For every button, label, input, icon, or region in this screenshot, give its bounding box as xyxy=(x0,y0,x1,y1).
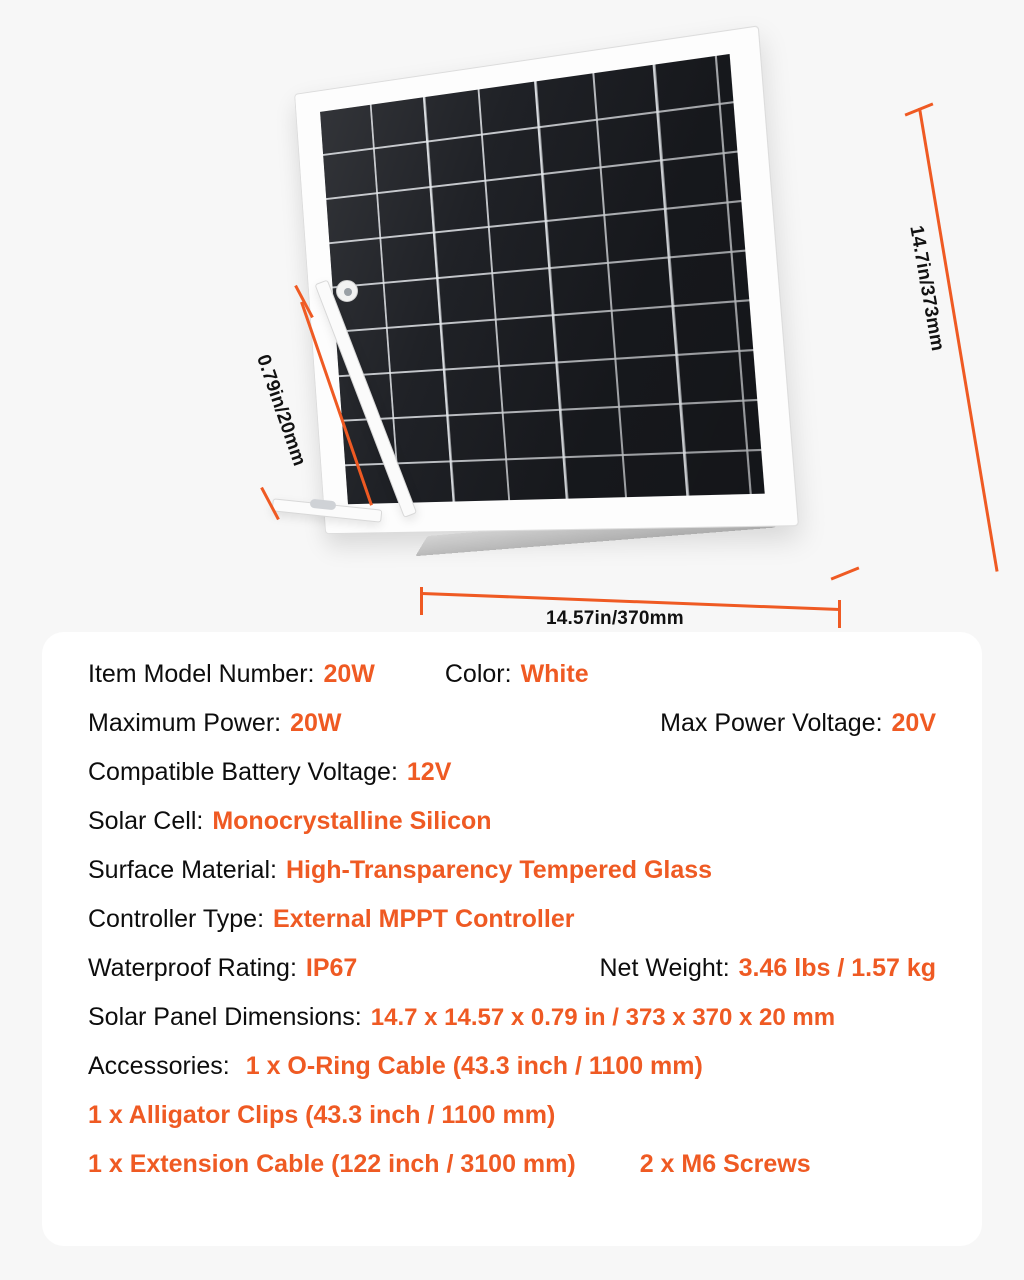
spec-item-solar-cell xyxy=(88,807,492,836)
accessory-item: 1 x Alligator Clips (43.3 inch / 1100 mm) xyxy=(88,1101,556,1129)
specifications-card xyxy=(42,632,982,1246)
spec-label: Max Power Voltage: xyxy=(660,709,883,737)
spec-value: 20W xyxy=(323,660,375,688)
accessories-first-line xyxy=(88,1052,703,1081)
panel-frame xyxy=(294,25,799,534)
dimension-label-thickness: 0.79in/20mm xyxy=(252,352,310,469)
spec-item-surface-material xyxy=(88,856,712,885)
specifications-list xyxy=(42,632,982,1179)
spec-label: Color: xyxy=(444,660,512,688)
spec-item-color xyxy=(445,660,589,689)
spec-item-maximum-power xyxy=(88,709,342,738)
dimension-tick xyxy=(420,587,423,615)
product-illustration xyxy=(0,0,1024,630)
spec-row xyxy=(88,856,936,885)
spec-item-controller-type xyxy=(88,905,574,934)
spec-item-battery-voltage xyxy=(88,758,451,787)
dimension-tick xyxy=(831,566,860,580)
spec-value: IP67 xyxy=(305,954,358,982)
dimension-label-height: 14.7in/373mm xyxy=(905,224,949,353)
accessories-line xyxy=(88,1101,936,1130)
spec-value: High-Transparency Tempered Glass xyxy=(285,856,713,884)
spec-label: Compatible Battery Voltage: xyxy=(88,758,398,786)
spec-value: 12V xyxy=(406,758,452,786)
accessory-item: 2 x M6 Screws xyxy=(639,1150,811,1178)
spec-label: Net Weight: xyxy=(599,954,730,982)
spec-row xyxy=(88,1003,936,1032)
spec-label: Solar Cell: xyxy=(88,807,204,835)
spec-value: External MPPT Controller xyxy=(273,905,575,933)
spec-item-model-number xyxy=(88,660,375,689)
spec-value: 14.7 x 14.57 x 0.79 in / 373 x 370 x 20 mm xyxy=(370,1004,836,1031)
spec-item-max-power-voltage xyxy=(660,709,936,738)
spec-row xyxy=(88,807,936,836)
spec-row xyxy=(88,709,936,738)
spec-label: Waterproof Rating: xyxy=(88,954,297,982)
solar-panel-assembly xyxy=(252,52,949,629)
spec-value: 20V xyxy=(891,709,936,737)
spec-value: Monocrystalline Silicon xyxy=(212,807,492,835)
spec-value: 20W xyxy=(290,709,342,737)
accessories-line xyxy=(88,1150,936,1179)
dimension-tick xyxy=(838,600,841,628)
accessory-item: 1 x Extension Cable (122 inch / 3100 mm) xyxy=(88,1150,576,1178)
spec-value: White xyxy=(520,660,589,688)
spec-value: 1 x O-Ring Cable (43.3 inch / 1100 mm) xyxy=(245,1052,703,1080)
spec-row xyxy=(88,660,936,689)
spec-item-net-weight xyxy=(600,954,937,983)
spec-item-accessories xyxy=(88,1052,936,1081)
spec-value: 3.46 lbs / 1.57 kg xyxy=(738,954,936,982)
spec-item-panel-dimensions xyxy=(88,1003,835,1032)
spec-row xyxy=(88,905,936,934)
spec-label: Accessories: xyxy=(88,1052,230,1080)
spec-label: Item Model Number: xyxy=(88,660,315,688)
spec-row xyxy=(88,758,936,787)
spec-label: Controller Type: xyxy=(88,905,265,933)
spec-item-waterproof-rating xyxy=(88,954,357,983)
spec-label: Surface Material: xyxy=(88,856,277,884)
dimension-label-width: 14.57in/370mm xyxy=(546,608,684,629)
kickstand-hinge-icon xyxy=(336,280,358,302)
spec-label: Solar Panel Dimensions: xyxy=(88,1003,362,1031)
spec-label: Maximum Power: xyxy=(88,709,282,737)
spec-row xyxy=(88,954,936,983)
